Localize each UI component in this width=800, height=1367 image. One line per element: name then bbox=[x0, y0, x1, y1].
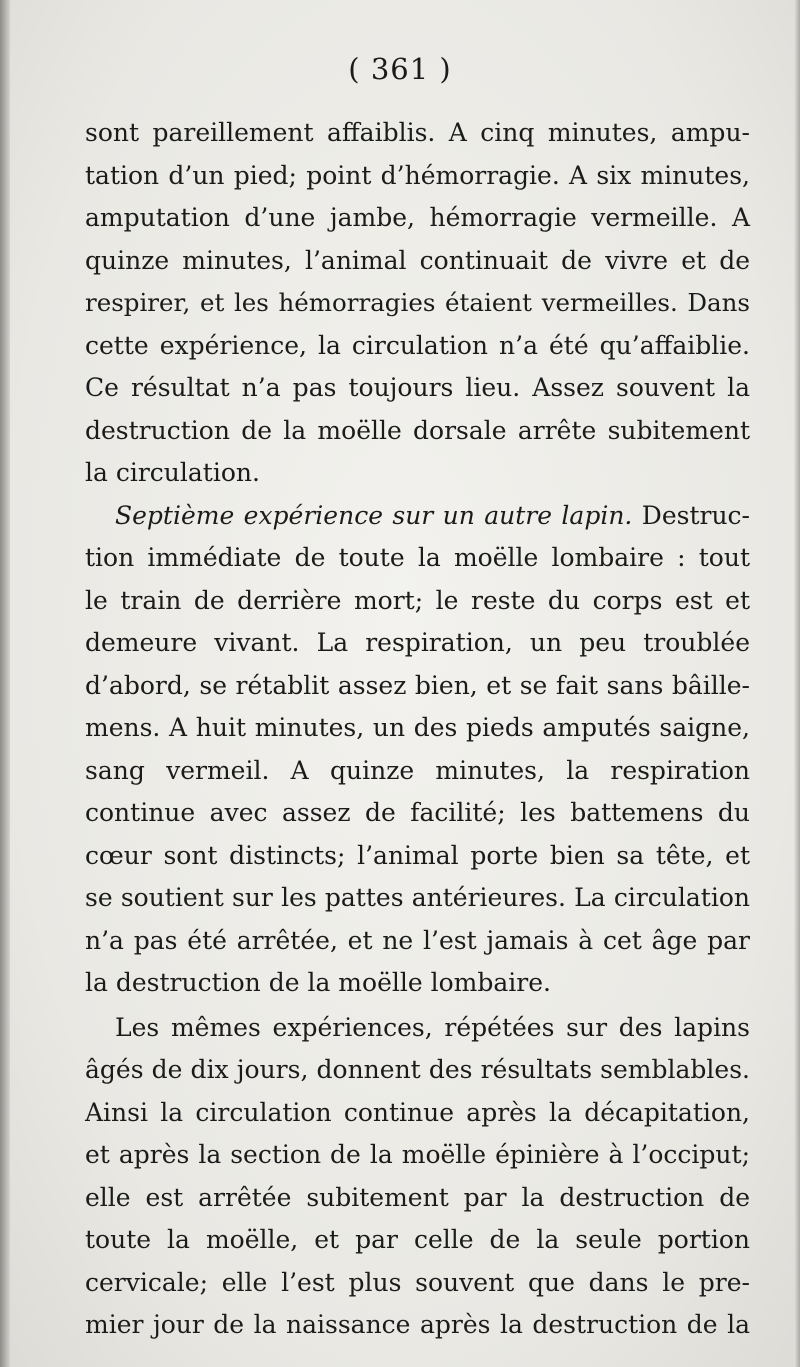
text-line: sont pareillement affaiblis. A cinq minutes, ampu- bbox=[85, 118, 750, 147]
text-line: Ainsi la circulation continue après la décapitation, bbox=[85, 1097, 750, 1127]
experiment-title: Septième expérience sur un autre lapin. bbox=[115, 500, 633, 530]
text-line: mens. A huit minutes, un des pieds amputés saigne, bbox=[85, 713, 750, 742]
text-line: cette expérience, la circulation n’a été qu’affaiblie. bbox=[85, 330, 750, 360]
text-line: elle est arrêtée subitement par la destruction de bbox=[85, 1182, 750, 1212]
page-left-edge bbox=[0, 0, 10, 1367]
text-line: demeure vivant. La respiration, un peu troublée bbox=[85, 628, 750, 657]
text-line: amputation d’une jambe, hémorragie vermeille. A bbox=[85, 203, 750, 232]
text-line bbox=[85, 495, 750, 538]
page-right-edge bbox=[794, 0, 800, 1367]
text-line: cœur sont distincts; l’animal porte bien sa tête, et bbox=[85, 840, 750, 870]
text-line: destruction de la moëlle dorsale arrête subitement bbox=[85, 415, 750, 445]
text-line: Les mêmes expériences, répétées sur des lapins bbox=[115, 1012, 750, 1042]
text-line: Ce résultat n’a pas toujours lieu. Assez souvent la bbox=[85, 373, 750, 402]
text-line: n’a pas été arrêtée, et ne l’est jamais à cet âge par bbox=[85, 925, 750, 955]
text-line: respirer, et les hémorragies étaient vermeilles. Dans bbox=[85, 288, 750, 317]
text-line: le train de derrière mort; le reste du corps est et bbox=[85, 585, 750, 615]
text-line: sang vermeil. A quinze minutes, la respiration bbox=[85, 755, 750, 785]
paragraph bbox=[85, 1007, 750, 1347]
text-line: la destruction de la moëlle lombaire. bbox=[85, 968, 551, 997]
text-line: se soutient sur les pattes antérieures. La circulation bbox=[85, 883, 750, 912]
text-line: toute la moëlle, et par celle de la seule portion bbox=[85, 1225, 750, 1254]
text-line: tation d’un pied; point d’hémorragie. A six minutes, bbox=[85, 160, 750, 190]
paragraph bbox=[85, 495, 750, 1005]
text-line: continue avec assez de facilité; les battemens du bbox=[85, 798, 750, 827]
text-line: tion immédiate de toute la moëlle lombaire : tout bbox=[85, 543, 750, 572]
page-number: ( 361 ) bbox=[348, 52, 452, 86]
text-line: cervicale; elle l’est plus souvent que dans le pre- bbox=[85, 1267, 750, 1297]
paragraph bbox=[85, 112, 750, 495]
text-line: et après la section de la moëlle épinière à l’occiput; bbox=[85, 1140, 750, 1169]
text-line: d’abord, se rétablit assez bien, et se fait sans bâille- bbox=[85, 670, 750, 700]
text-line: âgés de dix jours, donnent des résultats semblables. bbox=[85, 1055, 750, 1084]
text-line: mier jour de la naissance après la destruction de la bbox=[85, 1310, 750, 1339]
body-text bbox=[85, 112, 750, 1347]
text-line: la circulation. bbox=[85, 458, 260, 487]
text-line: quinze minutes, l’animal continuait de vivre et de bbox=[85, 245, 750, 275]
text-line-rest: Destruc- bbox=[632, 500, 750, 530]
